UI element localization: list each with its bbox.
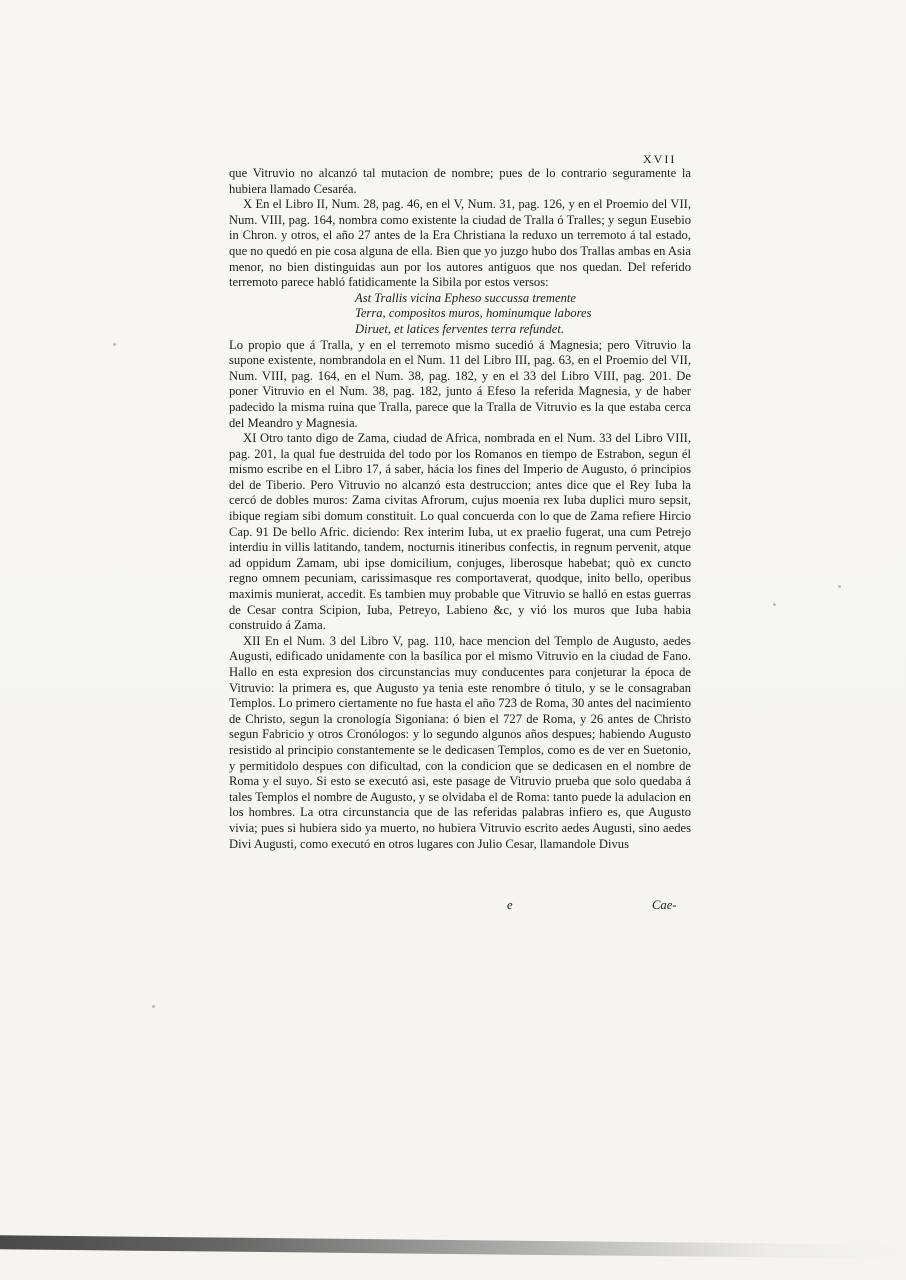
verse-line: Diruet, et latices ferventes terra refundet. — [355, 321, 565, 336]
verse-line: Ast Trallis vicina Epheso succussa tremente — [355, 290, 576, 305]
page-number: XVII — [643, 152, 677, 166]
paragraph-x: X En el Libro II, Num. 28, pag. 46, en el V, Num. 31, pag. 126, y en el Proemio del VII, Num. VIII, pag. 164, nombra como existente la ciudad de Tralla ó Tralles; y segun Eusebio in Chron. y otros, el año 27 antes de la Era Christiana la reduxo un terremoto á tal estado, que no quedó en pie cosa alguna de ella. Bien que yo juzgo hubo dos Trallas ambas en Asia menor, no bien distinguidas aun por los autores antiguos que nos quedan. Del referido terremoto parece habló fatidicamente la Sibila por estos versos: — [229, 197, 691, 290]
paragraph-magnesia: Lo propio que á Tralla, y en el terremoto mismo sucedió á Magnesia; pero Vitruvio la supone existente, nombrandola en el Num. 11 del Libro III, pag. 63, en el Proemio del VII, Num. VIII, pag. 164, en el Num. 38, pag. 182, y en el 33 del Libro VIII, pag. 201. De poner Vitruvio en el Num. 38, pag. 182, junto á Efeso la referida Magnesia, y de haber padecido la misma ruina que Tralla, parece que la Tralla de Vitruvio es la que estaba cerca del Meandro y Magnesia. — [229, 337, 691, 430]
body-text — [229, 166, 691, 852]
paper-speck — [838, 585, 841, 588]
paper-speck — [113, 343, 116, 346]
verse-line: Terra, compositos muros, hominumque labores — [355, 306, 592, 321]
paper-speck — [773, 603, 776, 606]
scan-shadow-edge — [0, 1235, 906, 1258]
catchword: Cae- — [652, 898, 677, 912]
paragraph-xii: XII En el Num. 3 del Libro V, pag. 110, hace mencion del Templo de Augusto, aedes Augusti, edificado unidamente con la basílica por el mismo Vitruvio en la ciudad de Fano. Hallo en esta expresion dos circunstancias muy conducentes para conjeturar la época de Vitruvio: la primera es, que Augusto ya tenia este renombre ó titulo, y se le consagraban Templos. Lo primero ciertamente no fue hasta el año 723 de Roma, 30 antes del nacimiento de Christo, segun la cronología Sigoniana: ó bien el 727 de Roma, y 26 antes de Christo segun Fabricio y otros Cronólogos: y lo segundo algunos años despues; habiendo Augusto resistido al principio constantemente se le dedicasen Templos, como es de ver en Suetonio, y permitidolo despues con dificultad, con la condicion que se dedicasen en el nombre de Roma y el suyo. Si esto se executó asi, este pasage de Vitruvio prueba que solo quedaba á tales Templos el nombre de Augusto, y se olvidaba el de Roma: tanto puede la adulacion en los hombres. La otra circunstancia que de las referidas palabras infiero es, que Augusto vivia; pues si hubiera sido ya muerto, no hubiera Vitruvio escrito aedes Augusti, sino aedes Divi Augusti, como executó en otros lugares con Julio Cesar, llamandole Divus — [229, 633, 691, 851]
paper-speck — [152, 1005, 155, 1008]
sibyl-verses — [229, 291, 691, 338]
signature-mark: e — [507, 898, 513, 912]
paragraph-continuation: que Vitruvio no alcanzó tal mutacion de nombre; pues de lo contrario seguramente la hubiera llamado Cesaréa. — [229, 166, 691, 196]
paragraph-xi: XI Otro tanto digo de Zama, ciudad de Africa, nombrada en el Num. 33 del Libro VIII, pag. 201, la qual fue destruida del todo por los Romanos en tiempo de Estrabon, segun él mismo escribe en el Libro 17, á saber, hácia los fines del Imperio de Augusto, ó principios del de Tiberio. Pero Vitruvio no alcanzó esta destruccion; antes dice que el Rey Iuba la cercó de dobles muros: Zama civitas Afrorum, cujus moenia rex Iuba duplici muro sepsit, ibique regiam sibi domum constituit. Lo qual concuerda con lo que de Zama refiere Hircio Cap. 91 De bello Afric. diciendo: Rex interim Iuba, ut ex praelio fugerat, una cum Petrejo interdiu in villis latitando, tandem, nocturnis itineribus confectis, in regnum pervenit, atque ad oppidum Zamam, ubi ipse domicilium, conjuges, liberosque habebat; quò ex cuncto regno omnem pecuniam, carissimasque res comportaverat, quodque, inito bello, operibus maximis munierat, accedit. Es tambien muy probable que Vitruvio se halló en estas guerras de Cesar contra Scipion, Iuba, Petreyo, Labieno &c, y vió los muros que Iuba habia construido á Zama. — [229, 431, 691, 633]
